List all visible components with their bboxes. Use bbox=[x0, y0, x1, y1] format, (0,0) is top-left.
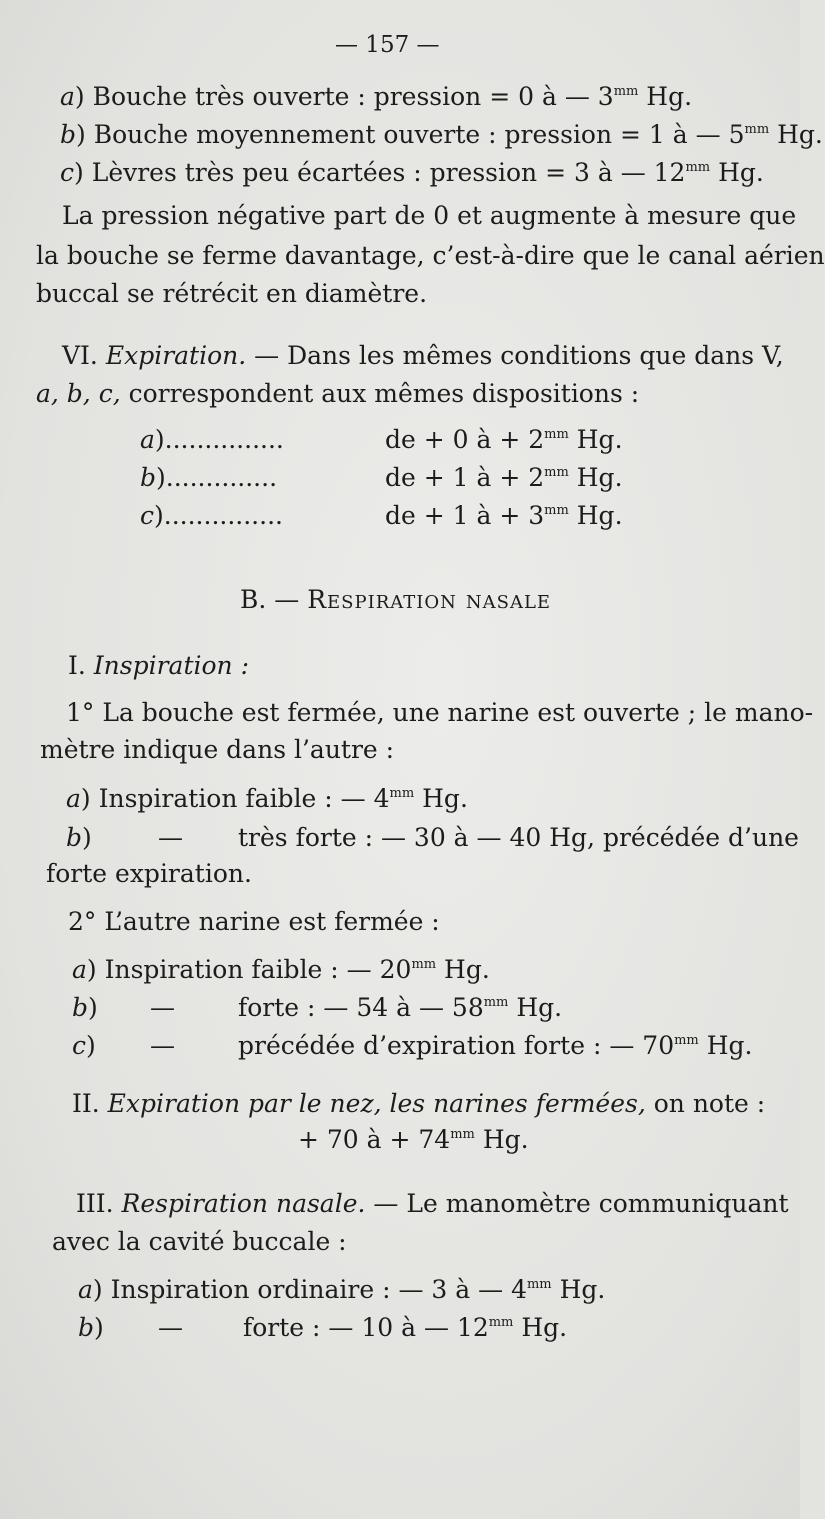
heading-vi: VI. Expiration. — Dans les mêmes conditions que dans V, bbox=[62, 341, 784, 370]
iii-line-b-text: forte : — 10 à — $12^{mm}$ Hg. bbox=[243, 1313, 568, 1342]
i-line-a2: a) Inspiration faible : — $20^{mm}$ Hg. bbox=[72, 955, 490, 984]
vi-row-a-value: de + 0 à + $2^{mm}$ Hg. bbox=[385, 425, 623, 454]
i-line-c2: c) bbox=[72, 1031, 96, 1060]
i-line-b2-dash: — bbox=[150, 993, 175, 1022]
line-c: c) Lèvres très peu écartées : pression = 3 à — $12^{mm}$ Hg. bbox=[60, 158, 764, 187]
section-b-heading: B. — Respiration nasale bbox=[240, 585, 552, 614]
vi-row-b-value: de + 1 à + $2^{mm}$ Hg. bbox=[385, 463, 623, 492]
i-paragraph-line: mètre indique dans l’autre : bbox=[40, 735, 395, 764]
line-a: a) Bouche très ouverte : pression = 0 à — $3^{mm}$ Hg. bbox=[60, 82, 693, 111]
i-line-a: a) Inspiration faible : — $4^{mm}$ Hg. bbox=[66, 784, 468, 813]
vi-row-b: b).............. bbox=[140, 463, 278, 492]
paragraph-line: La pression négative part de 0 et augmente à mesure que bbox=[62, 201, 797, 230]
iii-line-b: b) bbox=[78, 1313, 104, 1342]
paragraph-line: buccal se rétrécit en diamètre. bbox=[36, 279, 428, 308]
page-number: — 157 — bbox=[335, 32, 440, 58]
heading-ii: II. Expiration par le nez, les narines fermées, on note : bbox=[72, 1089, 766, 1118]
paragraph-line: la bouche se ferme davantage, c’est-à-dire que le canal aérien bbox=[36, 241, 825, 270]
line-b: b) Bouche moyennement ouverte : pression = 1 à — $5^{mm}$ Hg. bbox=[60, 120, 823, 149]
i-line-b: b) bbox=[66, 823, 92, 852]
vi-row-c-value: de + 1 à + $3^{mm}$ Hg. bbox=[385, 501, 623, 530]
i-line-b2-text: forte : — 54 à — $58^{mm}$ Hg. bbox=[238, 993, 563, 1022]
i-line-b-cont: forte expiration. bbox=[46, 859, 252, 888]
iii-line-a: a) Inspiration ordinaire : — 3 à — $4^{mm}$ Hg. bbox=[78, 1275, 606, 1304]
i-line-b2: b) bbox=[72, 993, 98, 1022]
i-line-b-dash: — bbox=[158, 823, 183, 852]
vi-row-c: c)............... bbox=[140, 501, 283, 530]
iii-line-2: avec la cavité buccale : bbox=[52, 1227, 347, 1256]
heading-i: I. Inspiration : bbox=[68, 651, 250, 680]
i-line-c2-text: précédée d’expiration forte : — $70^{mm}$ Hg. bbox=[238, 1031, 753, 1060]
iii-line-b-dash: — bbox=[158, 1313, 183, 1342]
i-line-c2-dash: — bbox=[150, 1031, 175, 1060]
vi-line-2: a, b, c, correspondent aux mêmes dispositions : bbox=[36, 379, 640, 408]
i-paragraph-2: 2° L’autre narine est fermée : bbox=[68, 907, 440, 936]
vi-row-a: a)............... bbox=[140, 425, 284, 454]
heading-iii: III. Respiration nasale. — Le manomètre communiquant bbox=[76, 1189, 789, 1218]
i-line-b-text: très forte : — 30 à — 40 Hg, précédée d’une bbox=[238, 823, 799, 852]
i-paragraph-line: 1° La bouche est fermée, une narine est ouverte ; le mano- bbox=[66, 698, 814, 727]
ii-value: + 70 à + $74^{mm}$ Hg. bbox=[298, 1125, 529, 1154]
